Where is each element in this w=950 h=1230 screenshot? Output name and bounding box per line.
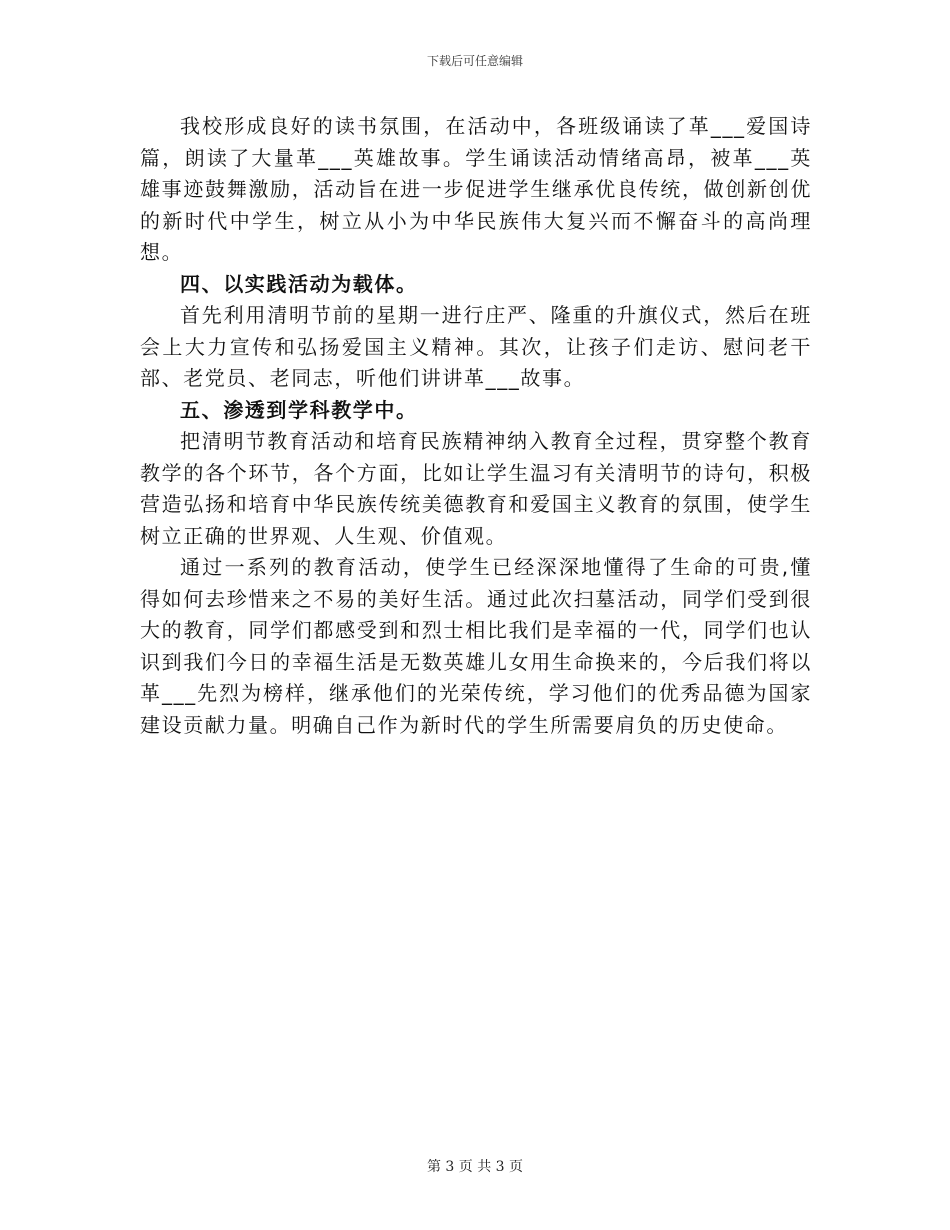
paragraph-reading-atmosphere: 我校形成良好的读书氛围，在活动中，各班级诵读了革___爱国诗篇，朗读了大量革___英雄故事。学生诵读活动情绪高昂，被革___英雄事迹鼓舞激励，活动旨在进一步促进学生继承优良传统，做创新创优的新时代中学生，树立从小为中华民族伟大复兴而不懈奋斗的高尚理想。 xyxy=(140,114,812,264)
section-heading-subject-teaching: 五、渗透到学科教学中。 xyxy=(180,397,418,422)
document-body xyxy=(140,111,812,741)
section-heading-practice: 四、以实践活动为载体。 xyxy=(180,271,418,296)
paragraph-practice-activities: 首先利用清明节前的星期一进行庄严、隆重的升旗仪式，然后在班会上大力宣传和弘扬爱国主义精神。其次，让孩子们走访、慰问老干部、老党员、老同志，听他们讲讲革___故事。 xyxy=(140,303,812,390)
page-number-footer: 第 3 页 共 3 页 xyxy=(426,1159,524,1175)
paragraph-subject-teaching: 把清明节教育活动和培育民族精神纳入教育全过程，贯穿整个教育教学的各个环节，各个方面，比如让学生温习有关清明节的诗句，积极营造弘扬和培育中华民族传统美德教育和爱国主义教育的氛围，使学生树立正确的世界观、人生观、价值观。 xyxy=(140,429,812,548)
paragraph-conclusion: 通过一系列的教育活动，使学生已经深深地懂得了生命的可贵,懂得如何去珍惜来之不易的美好生活。通过此次扫墓活动，同学们受到很大的教育，同学们都感受到和烈士相比我们是幸福的一代，同学们也认识到我们今日的幸福生活是无数英雄儿女用生命换来的，今后我们将以革___先烈为榜样，继承他们的光荣传统，学习他们的优秀品德为国家建设贡献力量。明确自己作为新时代的学生所需要肩负的历史使命。 xyxy=(140,555,812,737)
page-header: 下载后可任意编辑 xyxy=(426,54,523,68)
